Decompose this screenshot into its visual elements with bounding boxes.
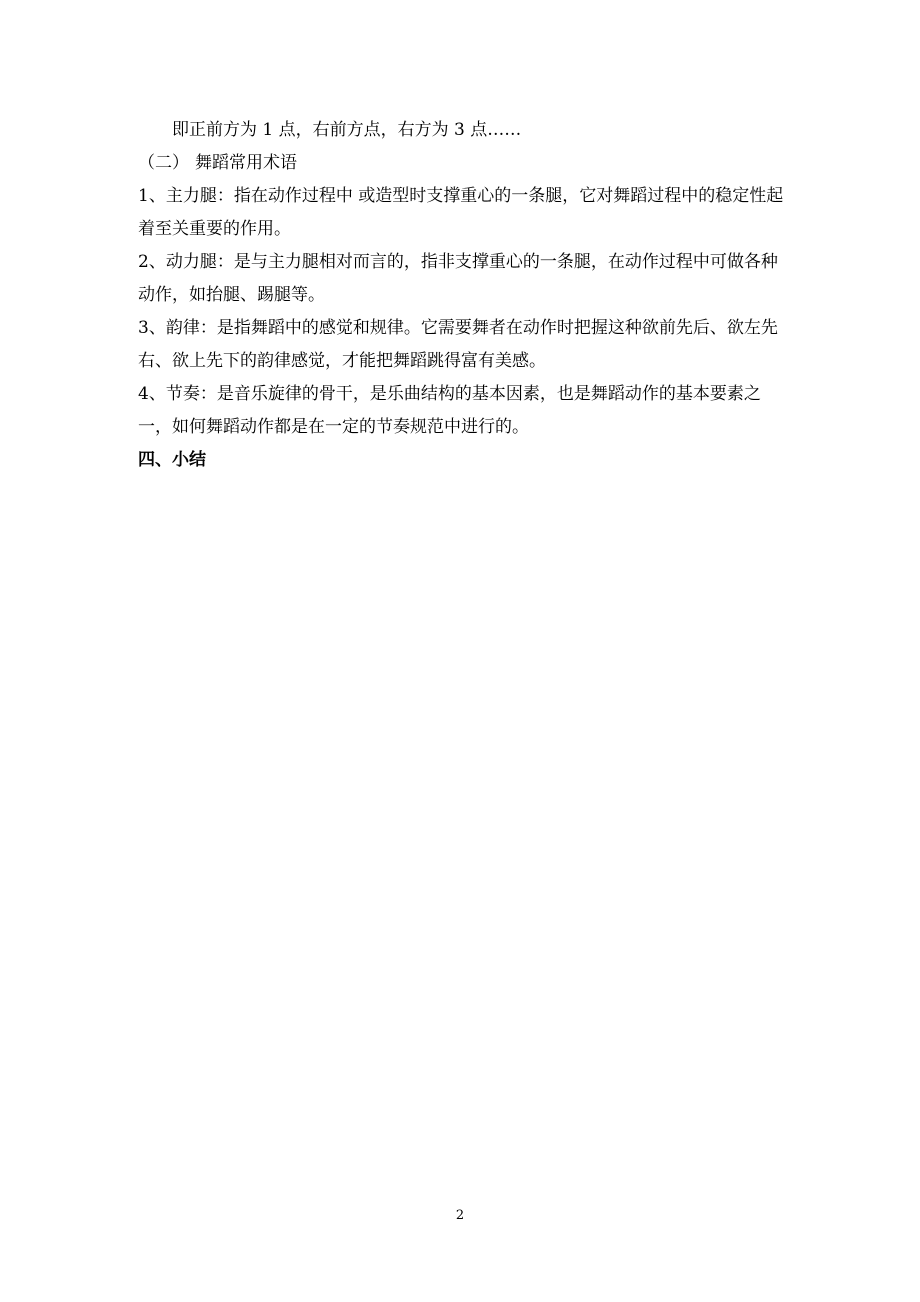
- page-content: [138, 114, 788, 477]
- intro-line: 即正前方为 1 点，右前方点，右方为 3 点……: [172, 120, 522, 140]
- term-paragraph-4: 4、节奏：是音乐旋律的骨干，是乐曲结构的基本因素，也是舞蹈动作的基本要素之一，如何舞蹈动作都是在一定的节奏规范中进行的。: [138, 384, 761, 437]
- section-heading: [138, 147, 788, 180]
- term-paragraph-1: 1、主力腿：指在动作过程中 或造型时支撑重心的一条腿，它对舞蹈过程中的稳定性起着至关重要的作用。: [138, 186, 784, 239]
- term-paragraph-2: 2、动力腿：是与主力腿相对而言的，指非支撑重心的一条腿，在动作过程中可做各种动作，如抬腿、踢腿等。: [138, 252, 778, 305]
- summary-heading: 四、小结: [138, 450, 206, 470]
- section-number: （二）: [138, 153, 189, 173]
- term-paragraph-3: 3、韵律：是指舞蹈中的感觉和规律。它需要舞者在动作时把握这种欲前先后、欲左先右、欲上先下的韵律感觉，才能把舞蹈跳得富有美感。: [138, 318, 778, 371]
- page-number: 2: [455, 1208, 465, 1223]
- section-title: 舞蹈常用术语: [195, 153, 297, 173]
